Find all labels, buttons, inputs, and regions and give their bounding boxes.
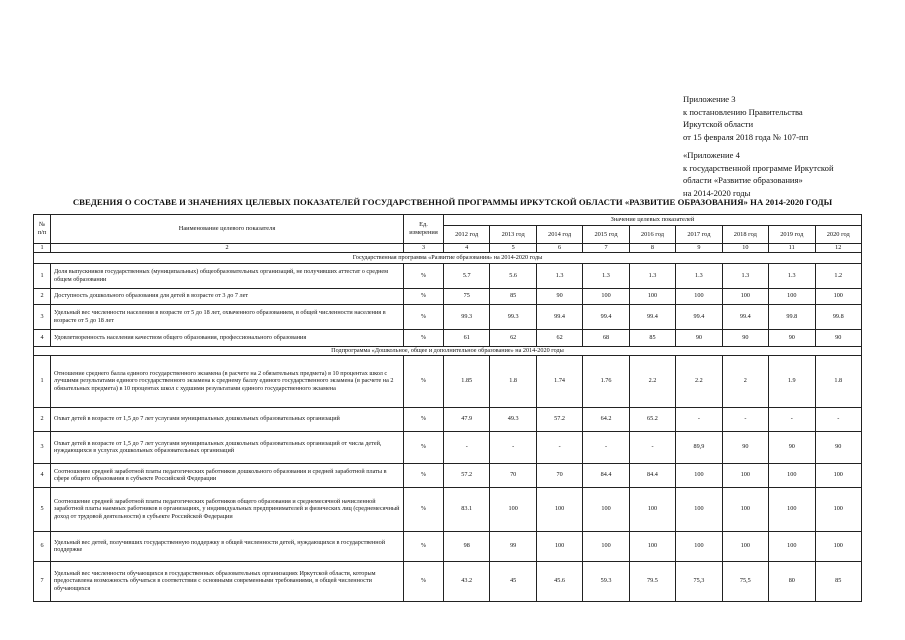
indicator-value: 99.4: [676, 304, 722, 329]
indicator-value: 80: [769, 561, 815, 601]
indicator-value: 99.4: [583, 304, 629, 329]
indicator-value: 99.8: [769, 304, 815, 329]
indicator-value: 1.3: [583, 263, 629, 288]
indicator-unit: %: [404, 329, 444, 346]
header-row: [34, 215, 862, 226]
indicator-value: 90: [769, 431, 815, 463]
indicator-unit: %: [404, 487, 444, 531]
row-number: 4: [34, 329, 51, 346]
indicator-value: 100: [490, 487, 536, 531]
column-header-year: 2018 год: [722, 226, 768, 244]
indicator-value: 68: [583, 329, 629, 346]
indicator-value: 75: [444, 288, 490, 304]
row-number: 2: [34, 407, 51, 431]
indicator-name: Отношение среднего балла единого государственного экзамена (в расчете на 2 обязательных предмета) в 10 процентах школ с лучшими результатами единого государственного экзамена к среднему баллу единого государственного экзамена (в расчете на 2 обязательных предмета) в 10 процентах школ с худшими результатами единого государственного экзамена: [51, 355, 404, 407]
indicator-value: 43.2: [444, 561, 490, 601]
indicator-value: 100: [815, 288, 862, 304]
indicator-value: 98: [444, 531, 490, 561]
section-title: Государственная программа «Развитие образования» на 2014-2020 годы: [34, 252, 862, 263]
indicator-name: Соотношение средней заработной платы педагогических работников дошкольного образования и средней заработной платы в сфере общего образования в субъекте Российской Федерации: [51, 463, 404, 487]
row-number: 3: [34, 304, 51, 329]
indicator-unit: %: [404, 531, 444, 561]
indicator-value: 100: [722, 463, 768, 487]
indicator-value: -: [815, 407, 862, 431]
table-row: [34, 561, 862, 601]
indicator-value: 45: [490, 561, 536, 601]
indicator-value: 90: [722, 431, 768, 463]
appendix-line: «Приложение 4: [683, 150, 740, 160]
indicator-value: 100: [769, 531, 815, 561]
indicator-value: 90: [769, 329, 815, 346]
indicator-unit: %: [404, 407, 444, 431]
indicator-unit: %: [404, 431, 444, 463]
indicator-value: 100: [676, 288, 722, 304]
indicator-value: -: [490, 431, 536, 463]
column-number: 7: [583, 244, 629, 253]
table-row: [34, 329, 862, 346]
indicator-value: 100: [722, 531, 768, 561]
row-number: 1: [34, 263, 51, 288]
indicator-value: 100: [722, 288, 768, 304]
indicator-value: 57.2: [536, 407, 582, 431]
indicator-name: Доля выпускников государственных (муниципальных) общеобразовательных организаций, не получивших аттестат о среднем общем образовании: [51, 263, 404, 288]
indicator-value: 100: [769, 487, 815, 531]
table-row: [34, 263, 862, 288]
column-header-year: 2019 год: [769, 226, 815, 244]
table-row: [34, 531, 862, 561]
column-number: 2: [51, 244, 404, 253]
indicator-name: Охват детей в возрасте от 1,5 до 7 лет услугами муниципальных дошкольных образовательных организаций: [51, 407, 404, 431]
indicator-value: 70: [536, 463, 582, 487]
indicator-value: -: [583, 431, 629, 463]
indicator-value: 100: [815, 531, 862, 561]
indicator-value: 100: [722, 487, 768, 531]
appendix-header: [683, 93, 808, 143]
column-header-year: 2016 год: [629, 226, 675, 244]
column-number-row: [34, 244, 862, 253]
indicator-value: 89,9: [676, 431, 722, 463]
indicator-value: -: [536, 431, 582, 463]
row-number: 4: [34, 463, 51, 487]
indicator-value: 85: [490, 288, 536, 304]
indicator-unit: %: [404, 288, 444, 304]
indicators-table: [33, 214, 862, 602]
indicator-value: 1.74: [536, 355, 582, 407]
indicator-value: 5.6: [490, 263, 536, 288]
table-row: [34, 463, 862, 487]
row-number: 3: [34, 431, 51, 463]
indicator-name: Удельный вес численности обучающихся в государственных образовательных организациях Иркутской области, которым предоставлена возможность обучаться в соответствии с основными современными требованиями, в общей численности обучающихся: [51, 561, 404, 601]
indicator-value: 2.2: [676, 355, 722, 407]
indicator-value: 64.2: [583, 407, 629, 431]
indicator-unit: %: [404, 561, 444, 601]
indicator-value: 1.8: [815, 355, 862, 407]
column-header-name: Наименование целевого показателя: [51, 215, 404, 244]
indicator-name: Удельный вес численности населения в возрасте от 5 до 18 лет, охваченного образованием, в общей численности населения в возрасте от 5 до 18 лет: [51, 304, 404, 329]
indicator-value: 79.5: [629, 561, 675, 601]
indicator-value: -: [769, 407, 815, 431]
indicator-value: 90: [815, 329, 862, 346]
indicator-value: 5.7: [444, 263, 490, 288]
indicator-value: 99.3: [444, 304, 490, 329]
indicator-unit: %: [404, 463, 444, 487]
column-number: 9: [676, 244, 722, 253]
indicator-value: 90: [815, 431, 862, 463]
indicator-value: 1.2: [815, 263, 862, 288]
column-number: 6: [536, 244, 582, 253]
column-number: 10: [722, 244, 768, 253]
indicator-value: -: [629, 431, 675, 463]
indicator-unit: %: [404, 304, 444, 329]
column-header-year: 2014 год: [536, 226, 582, 244]
indicator-value: 1.85: [444, 355, 490, 407]
section-row: [34, 252, 862, 263]
row-number: 6: [34, 531, 51, 561]
indicator-value: 100: [676, 531, 722, 561]
indicator-value: 99.3: [490, 304, 536, 329]
indicator-value: 99.4: [536, 304, 582, 329]
indicator-value: 75,5: [722, 561, 768, 601]
indicator-value: 85: [629, 329, 675, 346]
indicator-value: 1.8: [490, 355, 536, 407]
table-row: [34, 304, 862, 329]
indicator-value: 59.3: [583, 561, 629, 601]
row-number: 1: [34, 355, 51, 407]
section-row: [34, 346, 862, 355]
indicator-value: 100: [676, 463, 722, 487]
indicator-value: 99.4: [629, 304, 675, 329]
table-row: [34, 431, 862, 463]
row-number: 5: [34, 487, 51, 531]
table-row: [34, 487, 862, 531]
appendix-line: от 15 февраля 2018 года № 107-пп: [683, 131, 809, 142]
column-header-year: 2020 год: [815, 226, 862, 244]
table-row: [34, 407, 862, 431]
indicator-value: 1.3: [536, 263, 582, 288]
indicator-value: 99.8: [815, 304, 862, 329]
indicator-value: 100: [583, 531, 629, 561]
indicator-value: -: [444, 431, 490, 463]
indicator-value: 45.6: [536, 561, 582, 601]
indicator-value: 84.4: [629, 463, 675, 487]
row-number: 7: [34, 561, 51, 601]
column-header-year: 2017 год: [676, 226, 722, 244]
indicator-value: 100: [583, 487, 629, 531]
column-header-unit: Ед. измерения: [404, 215, 444, 244]
indicator-value: 1.76: [583, 355, 629, 407]
indicator-value: 100: [629, 487, 675, 531]
indicator-value: 57.2: [444, 463, 490, 487]
table-row: [34, 288, 862, 304]
indicator-value: 62: [536, 329, 582, 346]
row-number: 2: [34, 288, 51, 304]
indicator-value: -: [676, 407, 722, 431]
indicator-value: 100: [629, 288, 675, 304]
indicator-value: 1.3: [722, 263, 768, 288]
indicator-value: 61: [444, 329, 490, 346]
indicator-unit: %: [404, 263, 444, 288]
appendix-line: к государственной программе Иркутской: [683, 162, 834, 173]
indicator-value: 100: [536, 487, 582, 531]
indicator-value: 99.4: [722, 304, 768, 329]
indicator-value: 100: [815, 487, 862, 531]
indicator-value: 1.9: [769, 355, 815, 407]
indicator-value: 85: [815, 561, 862, 601]
indicator-value: 100: [629, 531, 675, 561]
appendix-line: Иркутской области: [683, 119, 754, 129]
column-number: 3: [404, 244, 444, 253]
indicator-value: 83.1: [444, 487, 490, 531]
indicator-name: Удовлетворенность населения качеством общего образования, профессионального образования: [51, 329, 404, 346]
indicator-name: Соотношение средней заработной платы педагогических работников общего образования и среднемесячной начисленной заработной платы наемных работников в организациях, у индивидуальных предпринимателей и физических лиц (среднемесячный доход от трудовой деятельности) в субъекте Российской Федерации: [51, 487, 404, 531]
table-row: [34, 355, 862, 407]
column-header-year: 2015 год: [583, 226, 629, 244]
appendix-line: Приложение 3: [683, 94, 736, 104]
indicator-value: 65.2: [629, 407, 675, 431]
indicator-value: 1.3: [769, 263, 815, 288]
column-number: 4: [444, 244, 490, 253]
indicator-value: 70: [490, 463, 536, 487]
indicator-value: 62: [490, 329, 536, 346]
column-number: 8: [629, 244, 675, 253]
column-header-year: 2013 год: [490, 226, 536, 244]
program-appendix-header: [683, 149, 834, 199]
section-title: Подпрограмма «Дошкольное, общее и дополнительное образование» на 2014-2020 годы: [34, 346, 862, 355]
indicator-value: 84.4: [583, 463, 629, 487]
indicator-value: 1.3: [629, 263, 675, 288]
indicator-value: 90: [676, 329, 722, 346]
indicator-value: 100: [676, 487, 722, 531]
column-number: 1: [34, 244, 51, 253]
column-number: 5: [490, 244, 536, 253]
indicator-value: 100: [815, 463, 862, 487]
indicator-value: 100: [769, 463, 815, 487]
appendix-line: на 2014-2020 годы: [683, 187, 751, 198]
indicator-name: Удельный вес детей, получивших государственную поддержку в общей численности детей, нуждающихся в государственной поддержке: [51, 531, 404, 561]
indicator-value: 90: [536, 288, 582, 304]
indicator-value: 1.3: [676, 263, 722, 288]
indicator-unit: %: [404, 355, 444, 407]
indicator-value: 75,3: [676, 561, 722, 601]
indicator-value: 100: [769, 288, 815, 304]
indicator-name: Доступность дошкольного образования для детей в возрасте от 3 до 7 лет: [51, 288, 404, 304]
indicator-value: 2.2: [629, 355, 675, 407]
indicator-value: 49.3: [490, 407, 536, 431]
indicator-value: 2: [722, 355, 768, 407]
column-number: 11: [769, 244, 815, 253]
column-number: 12: [815, 244, 862, 253]
indicator-value: 47.9: [444, 407, 490, 431]
indicator-value: 100: [583, 288, 629, 304]
indicator-value: 99: [490, 531, 536, 561]
appendix-line: области «Развитие образования»: [683, 175, 803, 185]
indicator-name: Охват детей в возрасте от 1,5 до 7 лет услугами муниципальных дошкольных образовательных организаций от числа детей, нуждающихся в услугах дошкольных образовательных организаций: [51, 431, 404, 463]
column-header-values: Значение целевых показателей: [444, 215, 862, 226]
column-header-no: № п/п: [34, 215, 51, 244]
appendix-line: к постановлению Правительства: [683, 106, 803, 117]
indicator-value: 100: [536, 531, 582, 561]
indicator-value: -: [722, 407, 768, 431]
indicator-value: 90: [722, 329, 768, 346]
document-title: СВЕДЕНИЯ О СОСТАВЕ И ЗНАЧЕНИЯХ ЦЕЛЕВЫХ ПОКАЗАТЕЛЕЙ ГОСУДАРСТВЕННОЙ ПРОГРАММЫ ИРКУТСКОЙ ОБЛАСТИ «РАЗВИТИЕ ОБРАЗОВАНИЯ» НА 2014-2020 ГОДЫ: [72, 197, 833, 207]
column-header-year: 2012 год: [444, 226, 490, 244]
